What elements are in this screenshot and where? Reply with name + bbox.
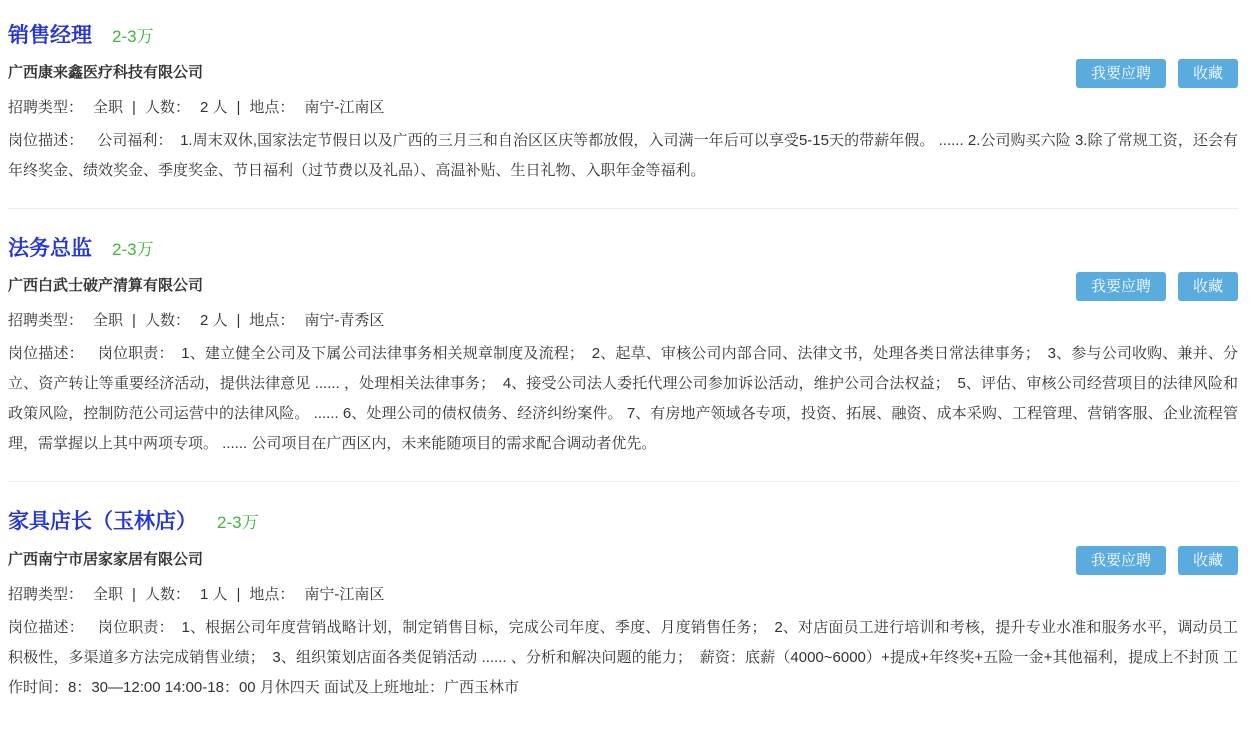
job-actions [1076, 546, 1238, 575]
job-title-link[interactable]: 法务总监 [8, 237, 92, 261]
job-title-row [8, 508, 1238, 534]
location-value: 南宁-青秀区 [304, 312, 385, 330]
headcount-value: 1 人 [199, 585, 228, 603]
job-salary: 2-3万 [112, 27, 154, 46]
company-row [8, 272, 1238, 301]
location-label: 地点： [249, 585, 295, 603]
description-text: 岗位职责： 1、建立健全公司及下属公司法律事务相关规章制度及流程； 2、起草、审核公司内部合同、法律文书，处理各类日常法律事务； 3、参与公司收购、兼并、分立、资产转让等重要经济活动，提供法律意见 ...... ，处理相关法律事务； 4、接受公司法人委托代理公司参加诉讼活动，维护公司合法权益； 5、评估、审核公司经营项目的法律风险和政策风险，控制防范公司运营中的法律风险。 ...... 6、处理公司的债权债务、经济纠纷案件。 7、有房地产领域各专项，投资、拓展、融资、成本采购、工程管理、营销客服、企业流程管理，需掌握以上其中两项专项。 ...... 公司项目在广西区内，未来能随项目的需求配合调动者优先。 [8, 345, 1238, 453]
apply-button[interactable]: 我要应聘 [1076, 59, 1166, 88]
description-label: 岗位描述： [8, 345, 84, 363]
recruit-type-label: 招聘类型： [8, 585, 84, 603]
favorite-button[interactable]: 收藏 [1178, 59, 1238, 88]
meta-separator: | [236, 312, 241, 330]
headcount-label: 人数： [144, 99, 190, 117]
job-description [8, 613, 1238, 703]
job-card [8, 498, 1238, 710]
location-label: 地点： [249, 99, 295, 117]
company-row [8, 59, 1238, 88]
apply-button[interactable]: 我要应聘 [1076, 272, 1166, 301]
job-salary: 2-3万 [217, 513, 259, 533]
job-description [8, 339, 1238, 459]
job-meta [8, 584, 1238, 606]
job-title-row [8, 22, 1238, 48]
company-name: 广西南宁市居家家居有限公司 [8, 550, 204, 568]
location-value: 南宁-江南区 [304, 99, 385, 117]
favorite-button[interactable]: 收藏 [1178, 272, 1238, 301]
apply-button[interactable]: 我要应聘 [1076, 546, 1166, 575]
company-row [8, 546, 1238, 575]
headcount-value: 2 人 [199, 312, 228, 330]
company-name: 广西康来鑫医疗科技有限公司 [8, 64, 204, 82]
description-label: 岗位描述： [8, 132, 84, 150]
recruit-type-label: 招聘类型： [8, 99, 84, 117]
card-divider [8, 481, 1238, 482]
meta-separator: | [132, 312, 136, 330]
job-actions [1076, 59, 1238, 88]
recruit-type-value: 全职 [93, 99, 124, 117]
headcount-label: 人数： [144, 312, 190, 330]
job-title-link[interactable]: 销售经理 [8, 24, 92, 47]
job-title-row [8, 235, 1238, 261]
job-title-link[interactable]: 家具店长（玉林店） [8, 510, 197, 534]
meta-separator: | [236, 99, 241, 117]
company-name: 广西白武士破产清算有限公司 [8, 277, 204, 295]
meta-separator: | [132, 585, 136, 603]
recruit-type-value: 全职 [93, 312, 124, 330]
location-value: 南宁-江南区 [304, 585, 385, 603]
description-text: 岗位职责： 1、根据公司年度营销战略计划，制定销售目标，完成公司年度、季度、月度销售任务； 2、对店面员工进行培训和考核，提升专业水准和服务水平，调动员工积极性，多渠道多方法完成销售业绩； 3、组织策划店面各类促销活动 ...... 、分析和解决问题的能力； 薪资：底薪（4000~6000）+提成+年终奖+五险一金+其他福利，提成上不封顶 工作时间：8：30—12:00 14:00-18：00 月休四天 面试及上班地址：广西玉林市 [8, 618, 1238, 696]
job-meta [8, 97, 1238, 119]
job-actions [1076, 272, 1238, 301]
location-label: 地点： [249, 312, 295, 330]
meta-separator: | [132, 99, 136, 117]
job-salary: 2-3万 [112, 240, 154, 260]
meta-separator: | [236, 585, 241, 603]
job-card [8, 225, 1238, 467]
recruit-type-value: 全职 [93, 585, 124, 603]
description-text: 公司福利： 1.周末双休,国家法定节假日以及广西的三月三和自治区区庆等都放假，入司满一年后可以享受5-15天的带薪年假。 ...... 2.公司购买六险 3.除了常规工资，还会有年终奖金、绩效奖金、季度奖金、节日福利（过节费以及礼品）、高温补贴、生日礼物、入职年金等福利。 [8, 132, 1238, 180]
description-label: 岗位描述： [8, 618, 84, 636]
recruit-type-label: 招聘类型： [8, 312, 84, 330]
favorite-button[interactable]: 收藏 [1178, 546, 1238, 575]
headcount-value: 2 人 [199, 99, 228, 117]
job-meta [8, 310, 1238, 332]
job-description [8, 126, 1238, 186]
job-card [8, 12, 1238, 194]
card-divider [8, 208, 1238, 209]
headcount-label: 人数： [144, 585, 190, 603]
